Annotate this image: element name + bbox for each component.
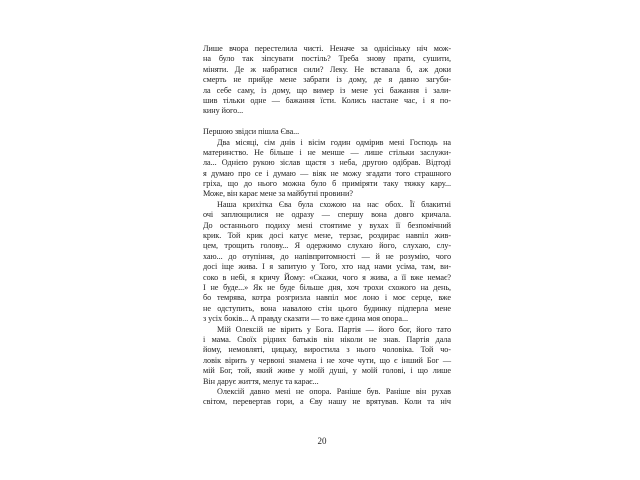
text-line: Лише вчора перестелила чисті. Неначе за одніcіньку ніч мож-: [203, 44, 451, 53]
text-line: І не буде...» Як не буде більше дня, хоч трохи схожого на день,: [203, 282, 451, 292]
text-line: Мій Олексій не вірить у Бога. Партія — його бог, його тато: [217, 324, 451, 334]
text-line: ловік вірить у червоні знамена і не хоче чути, що є інший Бог —: [203, 355, 451, 365]
text-line: соко в небі, я кричу Йому: «Скажи, чого я жива, а її вже немає?: [203, 272, 451, 282]
text-line: Може, він карає мене за майбутні провини?: [203, 189, 353, 199]
text-line: бо темрява, котра розгризла навпіл моє лоно і моє серце, вже: [203, 293, 451, 303]
text-line: не одступить, вона навалою стін цього будинку підперла мене: [203, 303, 451, 313]
text-line: йому, немовляті, цицьку, виростила з нього чоловіка. Той чо-: [203, 345, 451, 355]
text-line: смерть не прийде мене забрати із дому, де я давно загуби-: [203, 75, 451, 85]
text-line: я думаю про се і думаю — віяк не можу згадати того страшного: [203, 168, 451, 178]
text-line: ла себе саму, із дому, що вимер із мене усі бажання і зали-: [203, 85, 451, 95]
text-line: Два місяці, сім днів і вісім годин одмірив мені Господь на: [217, 137, 451, 147]
text-line: міняти. Де ж набратися сили? Леку. Не вставала б, аж доки: [203, 64, 451, 74]
text-line: Він дарує життя, мелує та карає...: [203, 376, 319, 386]
page-number: 20: [317, 436, 327, 446]
text-line: очі заплющилися не одразу — спершу вона довго кричала.: [203, 210, 451, 220]
text-line: на було так зіпсувати постіль? Треба знову прати, сушити,: [203, 54, 451, 64]
text-line: Олексій давно мені не опора. Раніше був. Раніше він рухав: [217, 386, 451, 396]
text-line: досі іще жива. І я запитую у Того, хто над нами усіма, там, ви-: [203, 262, 451, 272]
text-line: гріха, що до нього можна було б приміряти таку тяжку кару...: [203, 179, 451, 189]
text-line: хаю... до отупіння, до напівпритомності — й не розумію, чого: [203, 251, 451, 261]
text-line: Першою звідси пішла Єва...: [203, 127, 300, 137]
text-line: цем, трощить голову... Я одержимо слухаю його, слухаю, слу-: [203, 241, 451, 251]
text-line: з усіх боків... А правду сказати — то вже єдина моя опора...: [203, 314, 409, 324]
text-line: мій Бог, той, який живе у моїй душі, у моїй голові, і що лише: [203, 366, 451, 376]
text-line: До останнього подиху мені стоятиме у вухах її безпомічний: [203, 220, 451, 230]
text-line: материнство. Не більше і не менше — лише стільки заслужи-: [203, 147, 451, 157]
text-line: шив тільки одне — бажання їсти. Колись настане час, і я по-: [203, 95, 451, 105]
text-line: і мама. Своїх рідних батьків він ніколи не знав. Партія дала: [203, 334, 451, 344]
page-body-text: [203, 44, 451, 408]
text-line: Наша крихітка Єва була схожою на нас обох. Її блакитні: [217, 199, 451, 209]
paragraph-gap: [203, 117, 451, 127]
text-line: світом, перевертав гори, а Єву нашу не врятував. Коли та ніч: [203, 397, 451, 407]
text-line: крик. Той крик досі катує мене, терзає, роздирає навпіл жив-: [203, 231, 451, 241]
text-line: кину його...: [203, 106, 244, 116]
text-line: ла... Однією рукою зіслав щастя з неба, другою одібрав. Відтоді: [203, 158, 451, 168]
